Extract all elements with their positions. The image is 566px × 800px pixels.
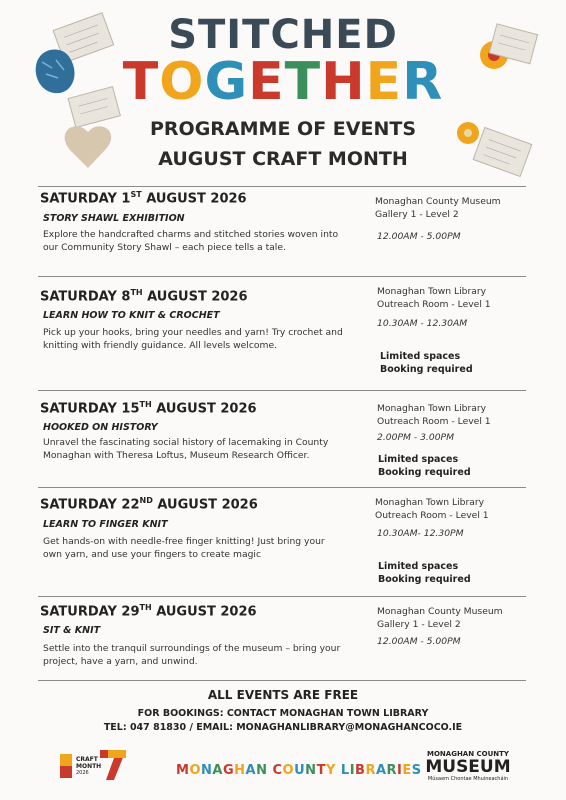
booking-notice: Limited spaces Booking required — [380, 351, 473, 375]
booking-contact: FOR BOOKINGS: CONTACT MONAGHAN TOWN LIBRARY — [137, 708, 429, 719]
event-date: SATURDAY 8TH AUGUST 2026 — [40, 288, 248, 305]
title-letter: E — [248, 52, 285, 112]
museum-logo: MONAGHAN COUNTY MUSEUM Músaem Chontae Mhuineacháin — [425, 750, 511, 782]
title-letter: E — [365, 52, 403, 112]
event-venue: Monaghan County Museum Gallery 1 - Level 2 — [375, 196, 501, 220]
subtitle-programme: PROGRAMME OF EVENTS — [150, 118, 416, 140]
event-description: Unravel the fascinating social history of lacemaking in County Monaghan with Theresa Loftus, Museum Research Officer. — [43, 437, 329, 461]
divider — [38, 596, 526, 597]
event-time: 10.30AM- 12.30PM — [377, 528, 464, 539]
event-time: 2.00PM - 3.00PM — [377, 432, 455, 443]
divider — [38, 487, 526, 488]
contact-details: TEL: 047 81830 / EMAIL: MONAGHANLIBRARY@MONAGHANCOCO.IE — [103, 722, 463, 733]
event-venue: Monaghan Town Library Outreach Room - Level 1 — [377, 286, 491, 310]
title-letter: T — [122, 52, 160, 112]
event-name: HOOKED ON HISTORY — [43, 422, 158, 433]
event-name: SIT & KNIT — [43, 625, 101, 636]
event-venue: Monaghan County Museum Gallery 1 - Level 2 — [377, 606, 503, 630]
event-time: 12.00AM - 5.00PM — [377, 231, 461, 242]
event-date: SATURDAY 22ND AUGUST 2026 — [40, 496, 258, 513]
event-venue: Monaghan Town Library Outreach Room - Level 1 — [375, 497, 489, 521]
event-description: Settle into the tranquil surroundings of the museum – bring your project, have a yarn, and unwind. — [43, 643, 341, 667]
event-name: LEARN TO FINGER KNIT — [43, 519, 168, 530]
event-date: SATURDAY 29TH AUGUST 2026 — [40, 603, 257, 620]
title-stitched: STITCHED — [168, 12, 398, 58]
event-time: 12.00AM - 5.00PM — [377, 636, 461, 647]
divider — [38, 680, 526, 681]
libraries-logo: MONAGHAN COUNTY LIBRARIES — [176, 763, 422, 778]
divider — [38, 186, 526, 187]
title-letter: G — [204, 52, 249, 112]
title-together — [0, 52, 566, 112]
craft-month-logo: CRAFT MONTH 2026 — [60, 748, 130, 786]
free-notice: ALL EVENTS ARE FREE — [207, 688, 359, 702]
event-time: 10.30AM - 12.30AM — [377, 318, 468, 329]
subtitle-month: AUGUST CRAFT MONTH — [158, 148, 408, 170]
title-letter: O — [159, 52, 205, 112]
divider — [38, 276, 526, 277]
event-name: STORY SHAWL EXHIBITION — [43, 213, 185, 224]
divider — [38, 390, 526, 391]
event-description: Explore the handcrafted charms and stitched stories woven into our Community Story Shawl – each piece tells a tale. — [43, 229, 339, 253]
event-venue: Monaghan Town Library Outreach Room - Level 1 — [377, 403, 491, 427]
booking-notice: Limited spaces Booking required — [378, 561, 471, 585]
event-date: SATURDAY 1ST AUGUST 2026 — [40, 190, 247, 207]
event-description: Get hands-on with needle-free finger knitting! Just bring your own yarn, and use your fingers to create magic — [43, 536, 325, 560]
event-name: LEARN HOW TO KNIT & CROCHET — [43, 310, 220, 321]
title-letter: T — [284, 52, 322, 112]
title-letter: R — [402, 52, 444, 112]
title-letter: H — [321, 52, 366, 112]
event-date: SATURDAY 15TH AUGUST 2026 — [40, 400, 257, 417]
event-description: Pick up your hooks, bring your needles and yarn! Try crochet and knitting with friendly guidance. All levels welcome. — [43, 327, 343, 351]
booking-notice: Limited spaces Booking required — [378, 454, 471, 478]
